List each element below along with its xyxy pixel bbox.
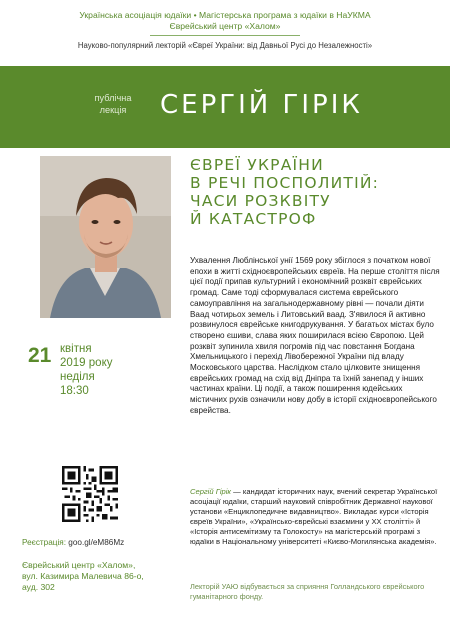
event-year: 2019 року	[60, 357, 113, 369]
registration-link[interactable]: goo.gl/eM86Mz	[68, 538, 125, 547]
venue-address	[22, 560, 144, 593]
venue-line: вул. Казимира Малевича 86-о,	[22, 571, 144, 581]
header-divider	[150, 35, 300, 36]
public-lecture-label	[78, 92, 148, 116]
speaker-portrait-illustration	[40, 156, 171, 318]
registration-qr-code[interactable]	[62, 466, 118, 522]
speaker-name: СЕРГІЙ ГІРІК	[160, 90, 363, 120]
bio-text: — кандидат історичних наук, вчений секретар Української асоціації юдаїки, старший науковий співробітник Державної наукової установи «Енциклопедичне видавництво». Викладає курси «Історія євреїв України», «Українсько-єврейські взаємини у XX столітті» й «Історія антисемітизму та Голокосту» на магістерській програмі з юдаїки в Національному університеті «Києво-Могилянська академія».	[190, 487, 438, 546]
title-line: ЄВРЕЇ УКРАЇНИ	[190, 156, 324, 174]
event-time: 18:30	[60, 385, 89, 397]
bio-speaker-name: Сергій Гірік	[190, 487, 232, 496]
title-line: ЧАСИ РОЗКВІТУ	[190, 192, 331, 210]
event-day: 21	[28, 344, 52, 367]
lecture-series-title: Науково-популярний лекторій «Євреї України: від Давньої Русі до Незалежності»	[77, 41, 373, 50]
qr-code-icon	[62, 466, 118, 522]
venue-line: ауд. 302	[22, 582, 55, 592]
registration-label: Реєстрація:	[22, 538, 66, 547]
banner-subtitle-line2: лекція	[99, 105, 127, 115]
lecture-title	[190, 156, 440, 228]
event-date-details	[60, 342, 112, 398]
speaker-bio	[190, 487, 445, 547]
speaker-photo	[40, 156, 171, 318]
event-weekday: неділя	[60, 371, 95, 383]
title-line: В РЕЧІ ПОСПОЛИТІЙ:	[190, 174, 380, 192]
banner-subtitle-line1: публічна	[94, 93, 132, 103]
title-line: Й КАТАСТРОФ	[190, 210, 317, 228]
registration-info	[22, 538, 124, 547]
sponsor-note: Лекторій УАЮ відбувається за сприяння Голландського єврейського гуманітарного фонду.	[190, 582, 425, 601]
organizer-center: Єврейський центр «Халом»	[169, 21, 281, 31]
lecture-description: Ухвалення Люблінської унії 1569 року збіглося з початком нової епохи в житті східноєвропейських євреїв. На перше століття після цієї події припав культурний і економічний розквіт єврейських громад. Саме тоді сформувалася система єврейського самоуправління на загальнодержавному рівні — почали діяти Ваад чотирьох земель і Литовський ваад. З'явилося й активно розвинулося єврейське книгодрукування. У багатьох містах було створено єшиви, слава яких поширилася всією Європою. Цей розквіт зупинила хвиля погромів під час повстання Богдана Хмельницького і перехід Лівобережної України під владу Московського царства. Наслідком стало цілковите знищення єврейських громад на схід від Дніпра та їхній занепад у інших частинах країни. Ці події, а також поширення юдейських містичних рухів означили нову добу в історії східноєвропейського єврейства.	[190, 256, 440, 415]
organizers-line: Українська асоціація юдаїки • Магістерська програма з юдаїки в НаУКМА	[79, 10, 371, 20]
venue-line: Єврейський центр «Халом»,	[22, 560, 136, 570]
event-month: квітня	[60, 343, 92, 355]
